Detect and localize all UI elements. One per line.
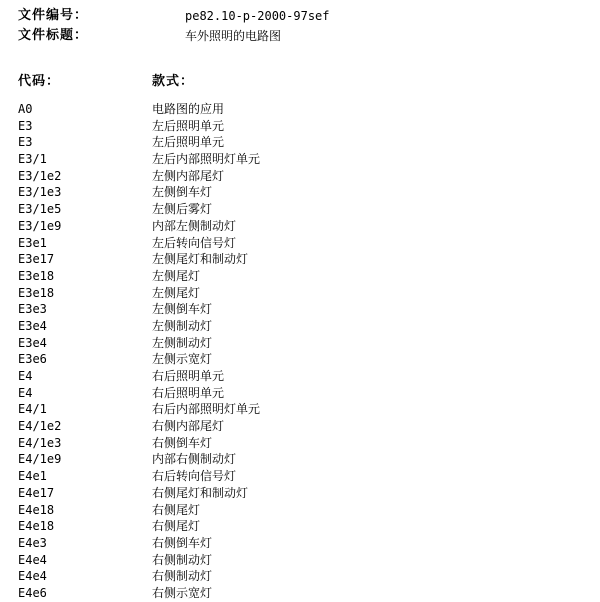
list-item xyxy=(18,101,578,118)
component-code: E4e1 xyxy=(18,469,47,484)
list-item xyxy=(18,301,578,318)
component-code: E3e18 xyxy=(18,285,55,300)
component-code: E3/1 xyxy=(18,152,47,167)
component-code: E3e4 xyxy=(18,318,47,333)
component-description: 右后内部照明灯单元 xyxy=(152,402,261,417)
doc-title-value: 车外照明的电路图 xyxy=(185,29,282,43)
component-description: 右侧倒车灯 xyxy=(152,435,213,450)
component-code: E4/1e2 xyxy=(18,419,62,434)
component-code: E3 xyxy=(18,118,33,133)
component-code: E4 xyxy=(18,369,33,383)
component-description: 右侧尾灯和制动灯 xyxy=(152,485,249,500)
component-code: E3 xyxy=(18,135,33,150)
component-code: A0 xyxy=(18,102,33,116)
list-item xyxy=(18,268,578,285)
list-item xyxy=(18,351,578,368)
component-description: 右侧示宽灯 xyxy=(152,585,213,600)
component-description: 左后照明单元 xyxy=(152,135,225,150)
list-item xyxy=(18,184,578,201)
list-item xyxy=(18,585,578,602)
component-description: 右侧制动灯 xyxy=(152,569,213,584)
component-description: 右侧尾灯 xyxy=(152,502,201,517)
component-description: 电路图的应用 xyxy=(152,102,225,116)
list-item xyxy=(18,218,578,235)
doc-number-value: pe82.10-p-2000-97sef xyxy=(185,9,330,23)
list-item xyxy=(18,435,578,452)
component-code: E4e18 xyxy=(18,519,55,534)
component-code: E3e18 xyxy=(18,268,55,283)
component-code: E4 xyxy=(18,385,33,400)
component-description: 左侧示宽灯 xyxy=(152,352,213,367)
list-item xyxy=(18,285,578,302)
component-description: 左侧制动灯 xyxy=(152,318,213,333)
component-code: E3e1 xyxy=(18,235,47,250)
list-item xyxy=(18,451,578,468)
component-code: E4/1 xyxy=(18,402,47,417)
table-header xyxy=(18,70,418,88)
component-code: E4e3 xyxy=(18,535,47,550)
component-code: E3e6 xyxy=(18,352,47,367)
component-description: 左侧制动灯 xyxy=(152,335,213,350)
list-item xyxy=(18,251,578,268)
component-description: 左侧倒车灯 xyxy=(152,302,213,317)
component-description: 左后照明单元 xyxy=(152,118,225,133)
list-item xyxy=(18,535,578,552)
component-description: 右侧制动灯 xyxy=(152,552,213,567)
component-description: 左侧后雾灯 xyxy=(152,202,213,217)
component-description: 右侧尾灯 xyxy=(152,519,201,534)
doc-number-label: 文件编号： xyxy=(18,8,89,23)
component-code: E4/1e3 xyxy=(18,435,62,450)
component-description: 内部右侧制动灯 xyxy=(152,452,237,467)
list-item xyxy=(18,502,578,519)
component-code: E3e4 xyxy=(18,335,47,350)
list-item xyxy=(18,368,578,385)
component-code: E3/1e9 xyxy=(18,218,62,233)
list-item xyxy=(18,151,578,168)
component-description: 内部左侧制动灯 xyxy=(152,218,237,233)
component-description: 右后照明单元 xyxy=(152,369,225,383)
component-code: E4/1e9 xyxy=(18,452,62,467)
component-code: E4e4 xyxy=(18,569,47,584)
component-code: E3/1e3 xyxy=(18,185,62,200)
list-item xyxy=(18,318,578,335)
component-code: E4e6 xyxy=(18,585,47,600)
list-item xyxy=(18,201,578,218)
list-item xyxy=(18,518,578,535)
list-item xyxy=(18,401,578,418)
component-description: 左侧尾灯 xyxy=(152,268,201,283)
component-description: 右侧内部尾灯 xyxy=(152,419,225,434)
code-column-header: 代码： xyxy=(18,74,61,89)
component-code: E3e3 xyxy=(18,302,47,317)
component-code: E3e17 xyxy=(18,252,55,267)
component-description: 右侧倒车灯 xyxy=(152,535,213,550)
component-code: E4e17 xyxy=(18,485,55,500)
component-description: 左侧倒车灯 xyxy=(152,185,213,200)
component-code: E4e4 xyxy=(18,552,47,567)
component-description: 左侧内部尾灯 xyxy=(152,168,225,183)
list-item xyxy=(18,485,578,502)
component-list xyxy=(18,101,578,602)
list-item xyxy=(18,118,578,135)
component-description: 左后内部照明灯单元 xyxy=(152,152,261,167)
component-description: 右后照明单元 xyxy=(152,385,225,400)
component-code: E3/1e5 xyxy=(18,202,62,217)
component-description: 左侧尾灯和制动灯 xyxy=(152,252,249,267)
component-description: 左侧尾灯 xyxy=(152,285,201,300)
list-item xyxy=(18,235,578,252)
list-item xyxy=(18,385,578,402)
list-item xyxy=(18,568,578,585)
component-code: E3/1e2 xyxy=(18,168,62,183)
list-item xyxy=(18,335,578,352)
style-column-header: 款式： xyxy=(152,74,195,89)
list-item xyxy=(18,134,578,151)
component-description: 左后转向信号灯 xyxy=(152,235,237,250)
component-code: E4e18 xyxy=(18,502,55,517)
doc-title-label: 文件标题： xyxy=(18,28,89,43)
list-item xyxy=(18,168,578,185)
list-item xyxy=(18,552,578,569)
list-item xyxy=(18,468,578,485)
component-description: 右后转向信号灯 xyxy=(152,469,237,484)
list-item xyxy=(18,418,578,435)
